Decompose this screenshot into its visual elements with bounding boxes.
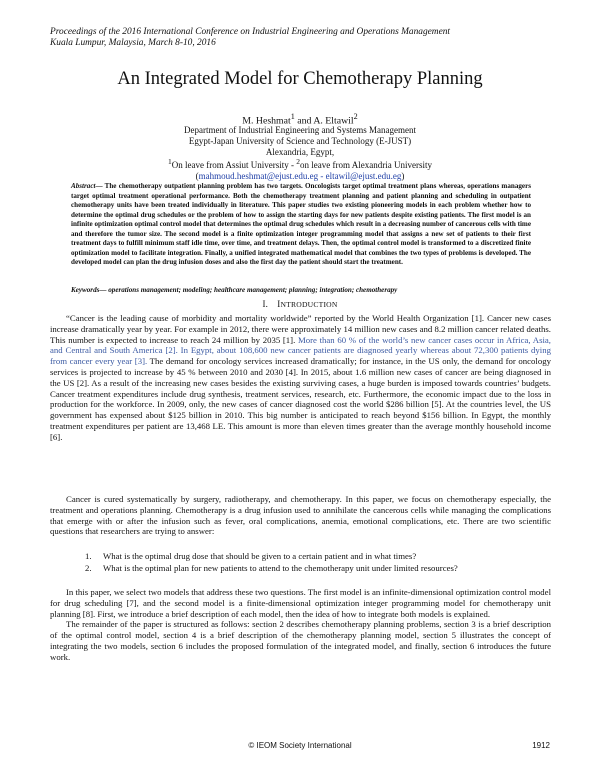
intro-p1-highlight: More than 60 % of the world’s new cancer cases occur in Africa, Asia, and Central and South America [2]. In Egypt, about 108,600 new cancer patients are diagnosed yearly whereas about 72,300 patients dying from cancer every year [3]. [50,334,551,367]
list-item [85,551,551,562]
affil-email-line [40,171,560,182]
affiliation-block [40,125,560,182]
conference-location: Kuala Lumpur, Malaysia, March 8-10, 2016 [50,38,216,48]
conference-name: Proceedings of the 2016 International Conference on Industrial Engineering and Operations Management [50,27,451,37]
intro-p3: In this paper, we select two models that address these two questions. The first model is an infinite-dimensional optimization control model for drug scheduling [7], and the second model is a finite-dimensional optimization integer programming model for chemotherapy unit planning [8]. First, we introduce a brief description of each model, then the idea of how to integrate both models is explained. [50,587,551,619]
paper-title: An Integrated Model for Chemotherapy Planning [117,69,483,89]
section-numeral: I. [262,299,269,309]
email-link[interactable]: mahmoud.heshmat@ejust.edu.eg - eltawil@ejust.edu.eg [198,171,402,182]
abstract-label: Abstract [71,182,96,190]
affil-leave-note [40,157,560,171]
footer-page-number: 1912 [532,741,550,750]
author-1-affil-mark: 1 [290,112,295,121]
intro-p4: The remainder of the paper is structured as follows: section 2 describes chemotherapy planning problems, section 3 is a brief description of the optimal control model, section 4 is a brief description of the chemotherapy planning model, section 5 illustrates the concept of integrating the two models, section 6 includes the proposed formulation of the integrated model, and finally, section 6 introduces the future work. [50,619,551,662]
list-item [85,563,551,574]
research-questions-list [85,551,551,576]
intro-p2: Cancer is cured systematically by surgery, radiotherapy, and chemotherapy. In this paper, we focus on chemotherapy especially, the treatment and operations planning. Chemotherapy is a drug infusion used to annihilate the cancerous cells while managing the complications that emerge with or after the infusion such as fever, oral complications, anemia, emotional complications, etc. There are two scientific questions that researchers are trying to answer: [50,494,551,537]
intro-paragraph-1 [50,313,551,443]
author-2: A. Eltawil [313,115,354,127]
email-close-paren: ) [401,171,405,182]
intro-paragraph-2 [50,494,551,537]
question-1-number: 1. [85,551,92,561]
question-1-text: What is the optimal drug dose that should be given to a certain patient and in what times? [103,551,417,561]
intro-p1-part-a: “Cancer is the leading cause of morbidity and mortality worldwide” reported by the World Health Organization [1]. Cancer new cases increase dramatically year by year. For example in 2012, there were approximately 14 million new cases and 8.2 million cancer related deaths. This number is expected to increase to reach 24 million by 2035 [1]. [50,313,551,345]
intro-p1-part-c: The demand for oncology services increased dramatically; for instance, in the US only, the demand for oncology services is projected to increase by 45 % between 2010 and 2030 [4]. In 2015, about 1.6 million new cases of cancer are being diagnosed in the US [2]. As a result of the increasing new cases besides the existing surviving cases, a huge burden is imposed towards countries’ budgets. Cancer treatment expenditures include drug synthesis, treatment services, research, etc. Furthermore, the economic impact due to the loss in production for the workforce. In 2009, only, the new cases of cancer diagnosed cost the world $286 billion [5]. At the countries level, the US government has expensed about $125 billion in 2010. This big number is anticipated to reach beyond $156 billion. In Egypt, the monthly treatment expenditures per patient are 13,468 LE. This amount is more than eleven times greater than the average monthly household income [6]. [50,356,551,442]
email-open-paren: ( [195,171,199,182]
author-conjunction: and [294,115,314,127]
abstract-text: — The chemotherapy outpatient planning problem has two targets. Oncologists target optimal treatment plans whereas, operations managers target optimal treatment operational performance. Both the chemotherapy treatment planning and patient planning and scheduling in outpatient chemotherapy units have been treated individually in literature. This paper studies two existing pioneering models in each problem whether how to determine the optimal drug schedules or the problem of how to assign the starting days for new patients despite existing patients. The first model is an infinite optimization optimal control model that determines the optimal drug schedules which result in a decreasing number of cancerous cells with time and therefore the tumor size. The second model is a finite optimization integer programming model that assigns a new set of patients to their first treatment days to fulfill minimum staff idle time, over time, and treatment delays. Then, the optimal control model is transformed to a discretized finite optimization model to facilitate integration. Finally, a unified integrated mathematical model that combines the two types of problems is developed. The developed model can plan the drug infusion doses and also the first day the patient should start the treatment. [71,182,531,267]
affil-university: Egypt-Japan University of Science and Technology (E-JUST) [188,135,412,146]
section-heading-introduction [50,299,550,310]
leave-text-1: On leave from Assiut University - [171,160,297,171]
question-2-text: What is the optimal plan for new patients to attend to the chemotherapy unit under limited resources? [103,563,458,574]
leave-mark-1: 1 [168,157,172,167]
conference-header [50,27,560,49]
section-title-first: I [277,299,281,309]
intro-paragraph-3-4 [50,587,551,663]
abstract [71,182,531,268]
leave-text-2: on leave from Alexandria University [300,160,432,171]
author-2-affil-mark: 2 [353,112,358,121]
affil-department: Department of Industrial Engineering and Systems Management [184,125,416,135]
author-1: M. Heshmat [242,115,291,127]
question-2-number: 2. [85,563,92,574]
section-title-rest: NTRODUCTION [280,300,338,309]
keywords: Keywords— operations management; modeling; healthcare management; planning; integration; chemotherapy [71,286,398,294]
affil-city: Alexandria, Egypt, [265,146,335,157]
footer-society: © IEOM Society International [248,741,352,750]
leave-mark-2: 2 [296,157,300,167]
